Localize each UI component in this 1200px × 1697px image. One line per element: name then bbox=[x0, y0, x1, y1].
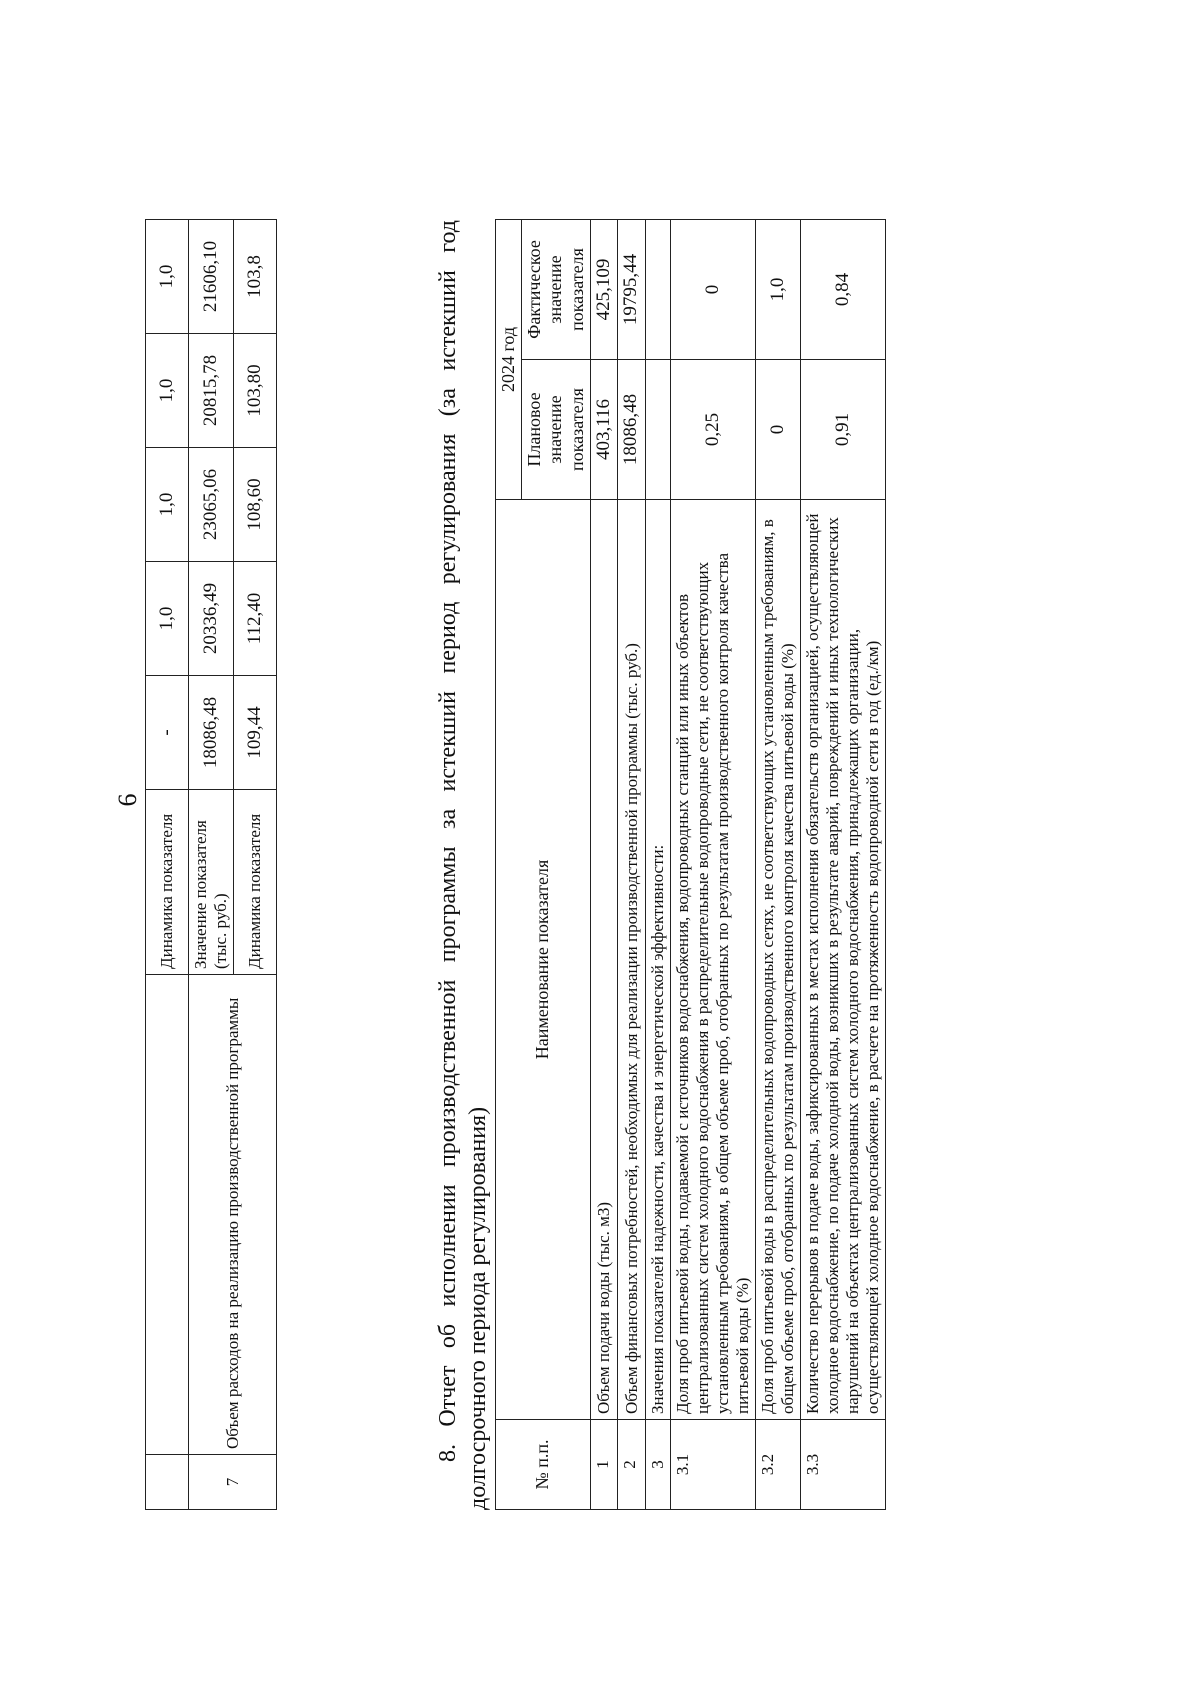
value-cell: 112,40 bbox=[234, 562, 277, 676]
plan-value: 403,116 bbox=[590, 360, 617, 500]
header-fact: Фактическое значение показателя bbox=[522, 219, 591, 359]
header-num: № п.п. bbox=[496, 1420, 591, 1510]
fact-value bbox=[645, 219, 670, 359]
rotated-sheet bbox=[145, 200, 1025, 1530]
value-cell: 1,0 bbox=[146, 562, 189, 676]
empty-cell bbox=[146, 975, 189, 1455]
table-row bbox=[755, 219, 800, 1509]
row-num: 3.1 bbox=[670, 1420, 755, 1510]
row-name: Объем подачи воды (тыс. м3) bbox=[590, 500, 617, 1420]
value-cell: 23065,06 bbox=[189, 448, 234, 562]
table-production-program-report bbox=[495, 219, 886, 1510]
fact-value: 1,0 bbox=[755, 219, 800, 359]
row-num: 3.3 bbox=[801, 1420, 886, 1510]
item-name: Объем расходов на реализацию производственной программы bbox=[189, 975, 277, 1455]
item-number: 7 bbox=[189, 1455, 277, 1510]
row-num: 3.2 bbox=[755, 1420, 800, 1510]
table-row bbox=[670, 219, 755, 1509]
value-cell: 103,80 bbox=[234, 334, 277, 448]
table-row bbox=[618, 219, 645, 1509]
table-row bbox=[590, 219, 617, 1509]
section-8-title bbox=[433, 220, 493, 1510]
table-header-row bbox=[496, 219, 522, 1509]
value-cell: 18086,48 bbox=[189, 676, 234, 790]
row-num: 3 bbox=[645, 1420, 670, 1510]
header-name: Наименование показателя bbox=[496, 500, 591, 1420]
table-row bbox=[801, 219, 886, 1509]
table-production-expenses bbox=[145, 219, 277, 1510]
value-cell: 109,44 bbox=[234, 676, 277, 790]
row-label: Значение показателя (тыс. руб.) bbox=[189, 790, 234, 975]
table-row bbox=[146, 220, 189, 1510]
row-num: 1 bbox=[590, 1420, 617, 1510]
plan-value: 0 bbox=[755, 360, 800, 500]
value-cell: 20815,78 bbox=[189, 334, 234, 448]
value-cell: 21606,10 bbox=[189, 220, 234, 334]
row-num: 2 bbox=[618, 1420, 645, 1510]
header-year: 2024 год bbox=[496, 219, 522, 499]
row-label: Динамика показателя bbox=[146, 790, 189, 975]
plan-value bbox=[645, 360, 670, 500]
plan-value: 0,25 bbox=[670, 360, 755, 500]
value-cell: 108,60 bbox=[234, 448, 277, 562]
row-name: Объем финансовых потребностей, необходимых для реализации производственной программы (тыс. руб.) bbox=[618, 500, 645, 1420]
value-cell: 103,8 bbox=[234, 220, 277, 334]
row-name: Доля проб питьевой воды в распределительных водопроводных сетях, не соответствующих установленным требованиям, в общем объеме проб, отобранных по результатам производственного контроля качества питьевой воды (%) bbox=[755, 500, 800, 1420]
row-name: Количество перерывов в подаче воды, зафиксированных в местах исполнения обязательств организацией, осуществляющей холодное водоснабжение, по подаче холодной воды, возникших в результате аварий, повреждений и иных технологических нарушений на объектах централизованных систем холодного водоснабжения, принадлежащих организации, осуществляющей холодное водоснабжение, в расчете на протяженность водопроводной сети в год (ед./км) bbox=[801, 500, 886, 1420]
value-cell: 1,0 bbox=[146, 220, 189, 334]
fact-value: 425,109 bbox=[590, 219, 617, 359]
plan-value: 0,91 bbox=[801, 360, 886, 500]
fact-value: 19795,44 bbox=[618, 219, 645, 359]
value-cell: 1,0 bbox=[146, 448, 189, 562]
page-number: 6 bbox=[113, 793, 142, 807]
value-cell: 20336,49 bbox=[189, 562, 234, 676]
fact-value: 0 bbox=[670, 219, 755, 359]
table-row bbox=[189, 220, 234, 1510]
plan-value: 18086,48 bbox=[618, 360, 645, 500]
header-plan: Плановое значение показателя bbox=[522, 360, 591, 500]
section-heading: Отчет об исполнении производственной программы за истекший период регулирования (за истекший год долгосрочного периода регулирования) bbox=[435, 220, 491, 1510]
row-name: Доля проб питьевой воды, подаваемой с источников водоснабжения, водопроводных станций или иных объектов централизованных систем холодного водоснабжения в распределительные водопроводные сети, не соответствующих установленным требованиям, в общем объеме проб, отобранных по результатам производственного контроля качества питьевой воды (%) bbox=[670, 500, 755, 1420]
value-cell: 1,0 bbox=[146, 334, 189, 448]
empty-cell bbox=[146, 1455, 189, 1510]
table-row bbox=[645, 219, 670, 1509]
row-name: Значения показателей надежности, качества и энергетической эффективности: bbox=[645, 500, 670, 1420]
value-cell: - bbox=[146, 676, 189, 790]
fact-value: 0,84 bbox=[801, 219, 886, 359]
row-label: Динамика показателя bbox=[234, 790, 277, 975]
section-number: 8. bbox=[435, 1444, 461, 1462]
